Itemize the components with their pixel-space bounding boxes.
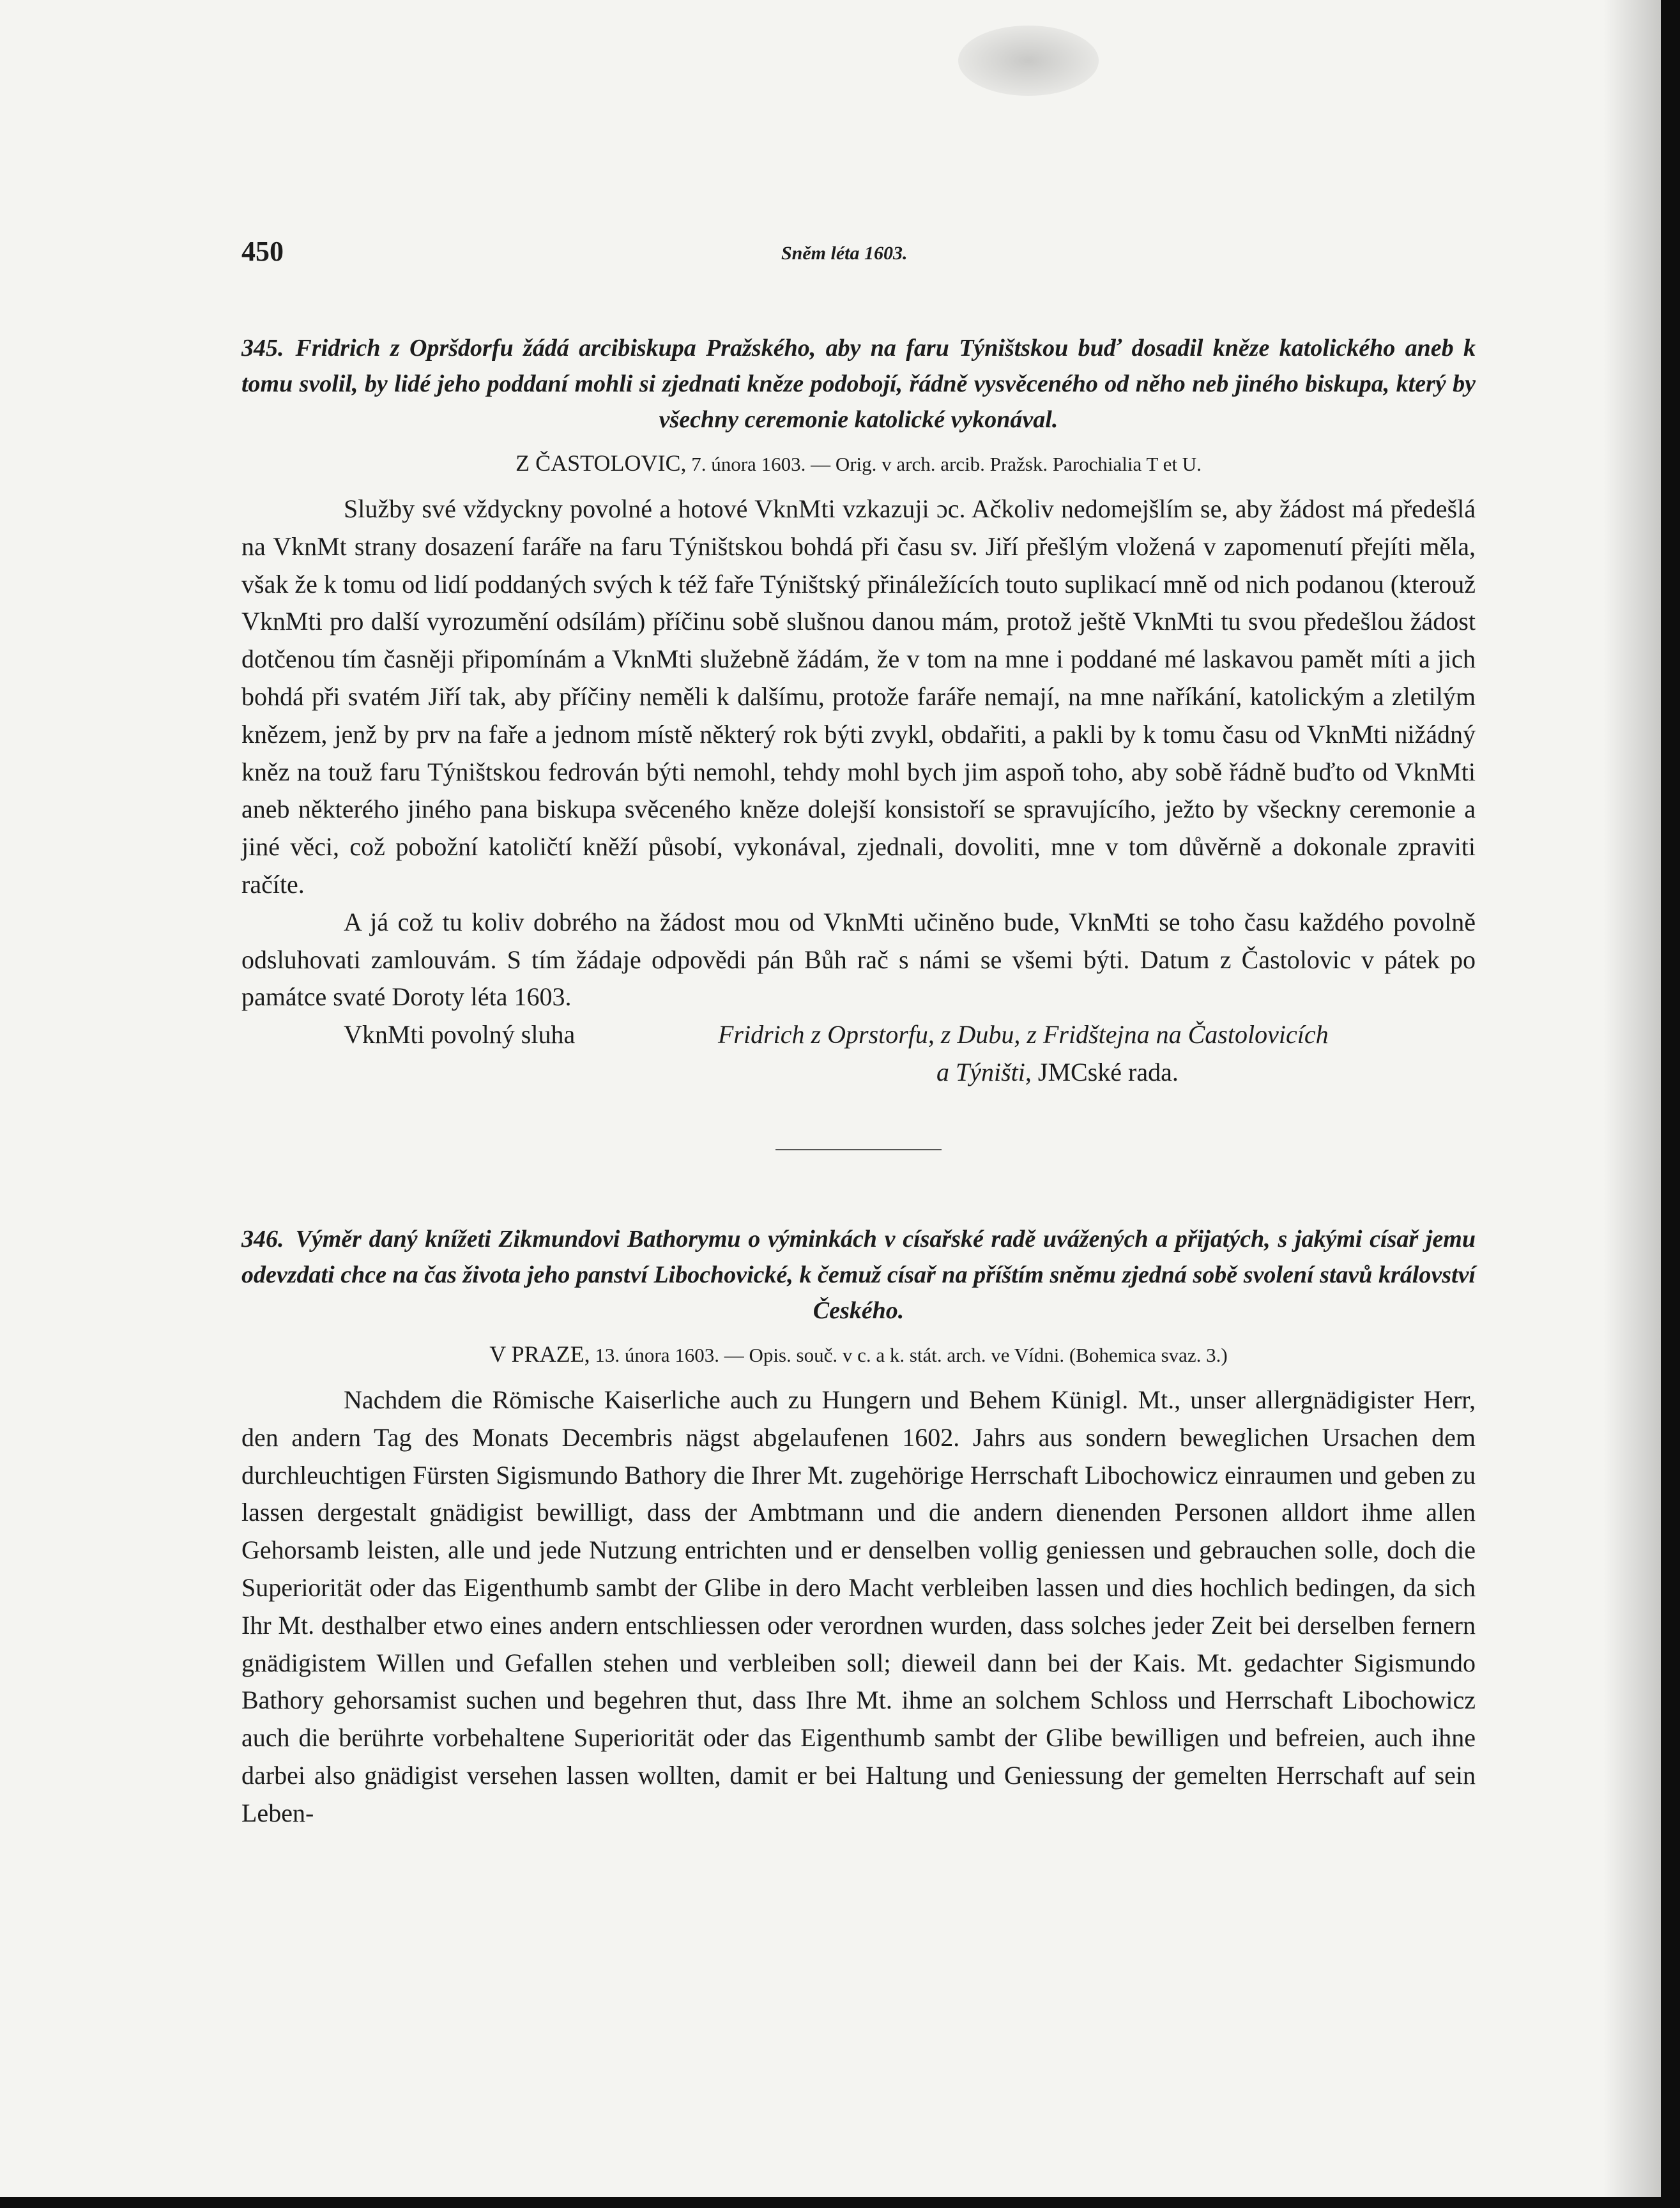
signature-place: a Týništi, [936,1058,1032,1087]
signature-name: Fridrich z Oprstorfu, z Dubu, z Fridštejna na Častolovicích [718,1020,1329,1049]
scan-edge-right [1661,0,1680,2208]
document-346 [241,1222,1476,1832]
document-345-paragraph-1: Služby své vždyckny povolné a hotové VknMti vzkazuji ɔc. Ačkoliv nedomejšlím se, aby žádost má předešlá na VknMt strany dosazení faráře na faru Týništskou bohdá při času sv. Jiří přešlým vložená v zapomenutí přejíti měla, však že k tomu od lidí poddaných svých k též faře Týništský přináležících touto suplikací mně od nich podanou (kterouž VknMti pro další vyrozumění odsílám) příčinu sobě slušnou danou mám, protož ještě VknMti tu svou předešlou žádost dotčenou tím časněji připomínám a VknMti služebně žádám, že v tom na mne i poddané mé laskavou pamět míti a jich bohdá při svatém Jiří tak, aby příčiny neměli k dalšímu, protože faráře nemají, na mne naříkání, katolickým a zletilým knězem, jenž by prv na faře a jednom místě některý rok býti zvykl, obdařiti, a pakli by k tomu času od VknMti nižádný kněz na touž faru Týništskou fedrován býti nemohl, tehdy mohl bych jim aspoň toho, aby sobě řádně buďto od VknMti aneb některého jiného pana biskupa svěceného kněze dolejší konsistoří se spravujícího, ježto by všeckny ceremonie a jiné věci, což pobožní katoličtí kněží působí, vykonával, zjednali, dovoliti, mne v tom důvěrně a dokonale zpraviti račíte. [241,494,1476,899]
section-divider [775,1149,942,1150]
document-345-number: 345. [241,335,284,362]
document-346-heading-text: Výměr daný knížeti Zikmundovi Bathorymu o výminkách v císařské radě uvážených a přijatých, s jakými císař jemu odevzdati chce na čas života jeho panství Libochovické, k čemuž císař na příštím sněmu zjedná sobě svolení stavů království Českého. [241,1226,1476,1324]
document-345-source [241,447,1476,479]
signature-rank: JMCské rada. [1037,1058,1179,1087]
scan-edge-bottom [0,2197,1680,2208]
page-shadow [1603,0,1661,2197]
document-346-heading [241,1222,1476,1329]
document-345-heading [241,331,1476,438]
signature-greeting: VknMti povolný sluha [344,1020,576,1049]
document-346-source-details: 13. února 1603. — Opis. souč. v c. a k. stát. arch. ve Vídni. (Bohemica svaz. 3.) [595,1343,1228,1366]
document-346-number: 346. [241,1226,284,1253]
document-345-place: Z ČASTOLOVIC, [515,450,687,476]
document-345-paragraph-2: A já což tu koliv dobrého na žádost mou od VknMti učiněno bude, VknMti se toho času každého povolně odsluhovati zamlouvám. S tím žádaje odpovědi pán Bůh rač s námi se všemi býti. Datum z Častolovic v pátek po památce svaté Doroty léta 1603. [241,907,1476,1012]
document-346-place: V PRAZE, [489,1341,590,1367]
document-345 [241,331,1476,1092]
page-body [241,331,1476,1832]
running-head [241,235,1468,273]
signature-title [936,1054,1179,1092]
document-346-source [241,1338,1476,1370]
page-number: 450 [241,236,284,267]
running-title: Sněm léta 1603. [781,243,908,264]
document-345-source-details: 7. února 1603. — Orig. v arch. arcib. Pražsk. Parochialia T et U. [691,452,1202,475]
document-346-paragraph: Nachdem die Römische Kaiserliche auch zu Hungern und Behem Künigl. Mt., unser allergnädigister Herr, den andern Tag des Monats Decembris nägst abgelaufenen 1602. Jahrs aus sondern beweglichen Ursachen dem durchleuchtigen Fürsten Sigismundo Bathory die Ihrer Mt. zugehörige Herrschaft Libochowicz einraumen und geben zu lassen dergestalt gnädigist bewilligt, dass der Ambtmann und die andern dienenden Personen alldort ihme allen Gehorsamb leisten, alle und jede Nutzung entrichten und er denselben vollig geniessen und gebrauchen solle, doch die Superiorität oder das Eigenthumb sambt der Glibe in dero Macht verbleiben lassen und dies hochlich bedingen, da sich Ihr Mt. desthalber etwo eines andern entschliessen oder verordnen wurden, dass solches jeder Zeit bei derselben fernern gnädigistem Willen und Gefallen stehen und verbleiben soll; dieweil dann bei der Kais. Mt. gedachter Sigismundo Bathory gehorsamist suchen und begehren thut, dass Ihre Mt. ihme an solchem Schloss und Herrschaft Libochowicz auch die berührte vorbehaltene Superiorität oder das Eigenthumb sambt der Glibe bewilligen und befreien, auch ihne darbei also gnädigist versehen lassen wollten, damit er bei Haltung und Geniessung der gemelten Herrschaft auf sein Leben- [241,1385,1476,1827]
document-345-signature [241,1016,1476,1092]
scan-smudge [958,26,1099,96]
document-345-heading-text: Fridrich z Opršdorfu žádá arcibiskupa Pražského, aby na faru Týništskou buď dosadil kněze katolického aneb k tomu svolil, by lidé jeho poddaní mohli si zjednati kněze podobojí, řádně vysvěceného od něho neb jiného biskupa, který by všechny ceremonie katolické vykonával. [241,335,1476,433]
